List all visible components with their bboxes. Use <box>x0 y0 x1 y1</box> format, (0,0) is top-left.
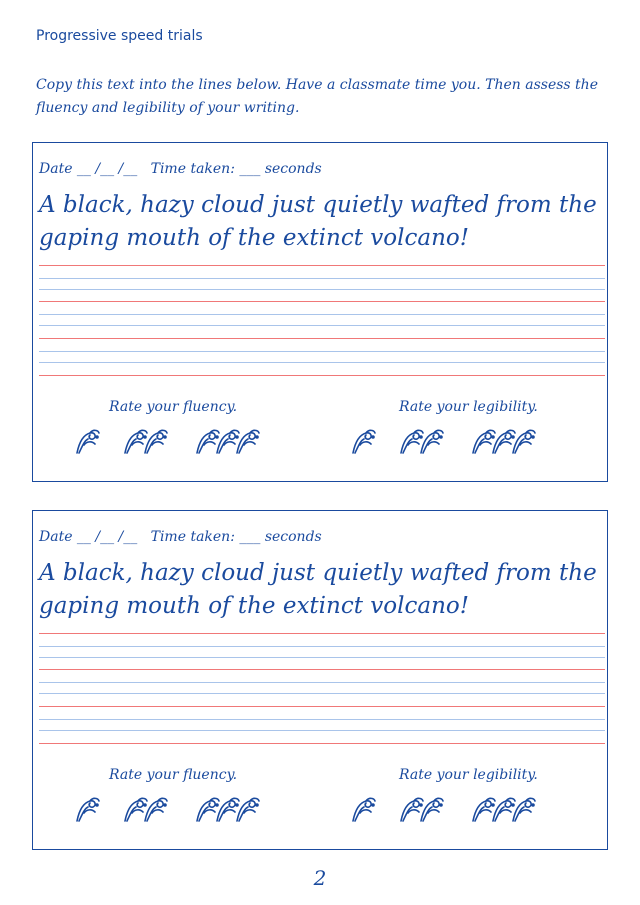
guide-line <box>39 682 605 683</box>
guide-line <box>39 730 605 731</box>
model-passage: A black, hazy cloud just quietly wafted from the gaping mouth of the extinct volcano! <box>39 560 597 619</box>
three-waves-icon[interactable] <box>195 425 261 461</box>
model-passage: A black, hazy cloud just quietly wafted from the gaping mouth of the extinct volcano! <box>39 192 597 251</box>
three-waves-icon[interactable] <box>195 793 261 829</box>
two-waves-icon[interactable] <box>399 425 445 461</box>
speed-trial-panel <box>32 142 608 482</box>
guide-line <box>39 375 605 376</box>
instructions-text: Copy this text into the lines below. Have a classmate time you. Then assess the fluency and legibility of your writing. <box>36 77 598 116</box>
guide-line <box>39 719 605 720</box>
guide-line <box>39 278 605 279</box>
fluency-rating-label: Rate your fluency. <box>109 399 238 415</box>
guide-line <box>39 693 605 694</box>
two-waves-icon[interactable] <box>399 793 445 829</box>
guide-line <box>39 669 605 670</box>
guide-line <box>39 265 605 266</box>
three-waves-icon[interactable] <box>471 425 537 461</box>
two-waves-icon[interactable] <box>123 425 169 461</box>
one-wave-icon[interactable] <box>351 793 377 829</box>
date-time-row: Date __ /__ /__ Time taken: ___ seconds <box>39 161 322 177</box>
guide-line <box>39 657 605 658</box>
page-number: 2 <box>313 866 327 890</box>
one-wave-icon[interactable] <box>75 793 101 829</box>
guide-line <box>39 362 605 363</box>
legibility-rating-label: Rate your legibility. <box>399 767 538 783</box>
guide-line <box>39 301 605 302</box>
legibility-rating-label: Rate your legibility. <box>399 399 538 415</box>
guide-line <box>39 706 605 707</box>
guide-line <box>39 325 605 326</box>
one-wave-icon[interactable] <box>75 425 101 461</box>
page-heading: Progressive speed trials <box>36 28 203 44</box>
date-time-row: Date __ /__ /__ Time taken: ___ seconds <box>39 529 322 545</box>
one-wave-icon[interactable] <box>351 425 377 461</box>
fluency-rating-label: Rate your fluency. <box>109 767 238 783</box>
two-waves-icon[interactable] <box>123 793 169 829</box>
three-waves-icon[interactable] <box>471 793 537 829</box>
guide-line <box>39 338 605 339</box>
speed-trial-panel <box>32 510 608 850</box>
handwriting-lines[interactable] <box>39 265 605 385</box>
guide-line <box>39 633 605 634</box>
guide-line <box>39 743 605 744</box>
guide-line <box>39 314 605 315</box>
handwriting-lines[interactable] <box>39 633 605 753</box>
guide-line <box>39 646 605 647</box>
guide-line <box>39 351 605 352</box>
guide-line <box>39 289 605 290</box>
